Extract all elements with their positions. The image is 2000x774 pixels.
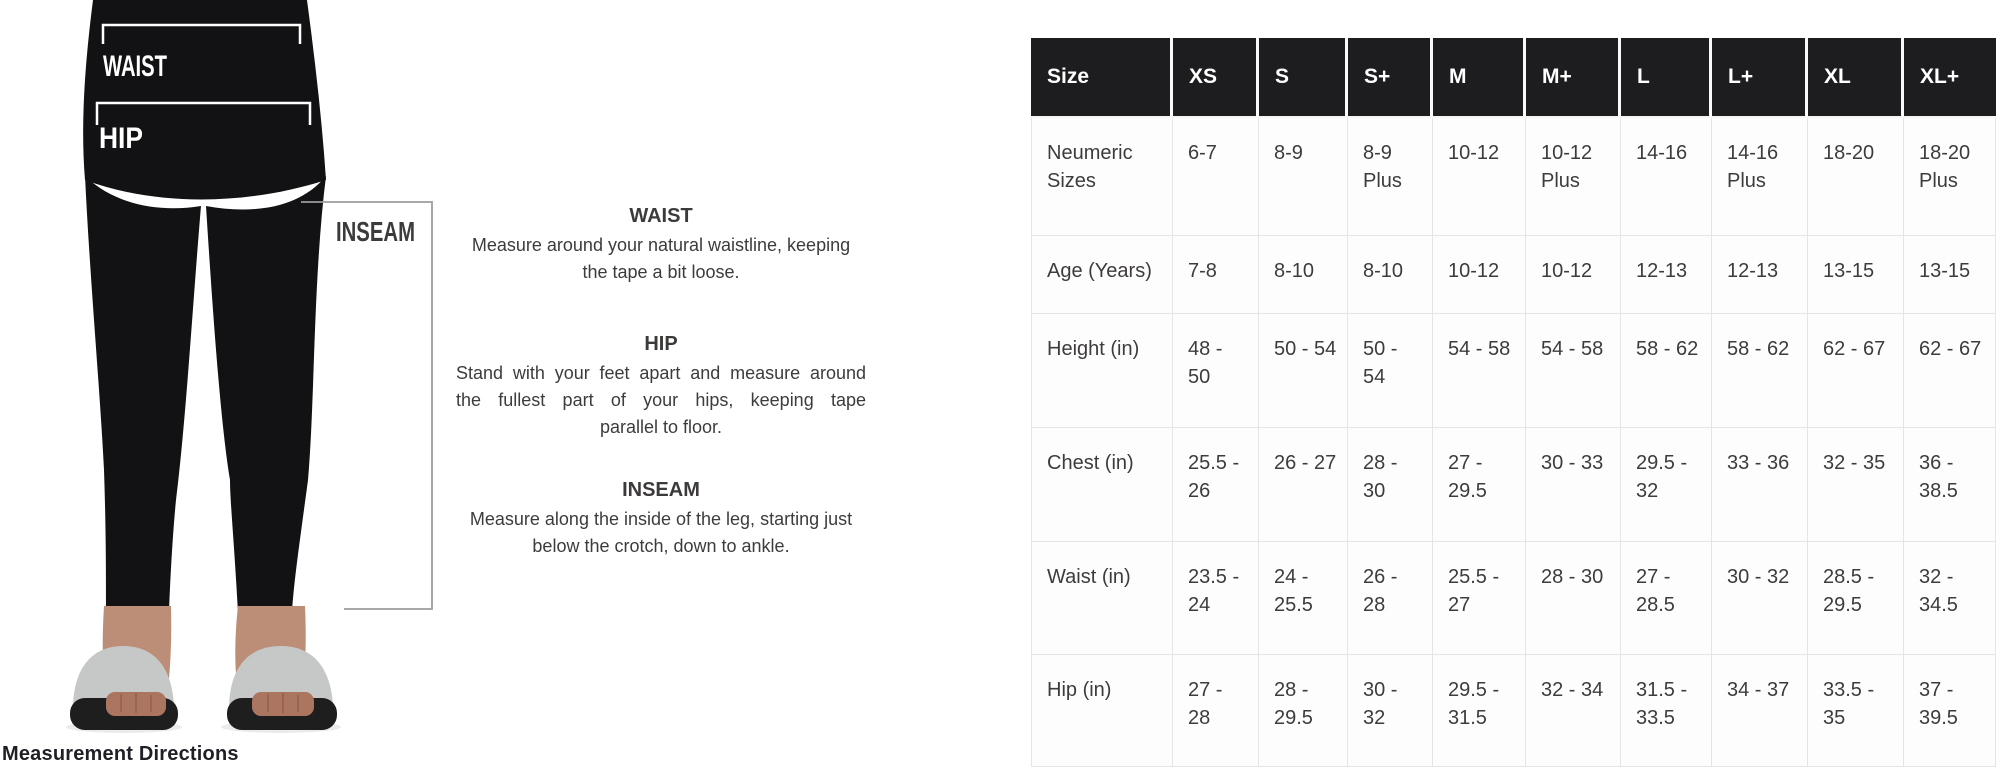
row-label: Hip (in) bbox=[1031, 655, 1173, 767]
size-cell: 10-12 bbox=[1433, 118, 1526, 236]
column-header: L bbox=[1621, 38, 1712, 118]
size-cell: 32 - 34 bbox=[1526, 655, 1621, 767]
instruction-line: Stand with your feet apart and measure around bbox=[456, 363, 866, 383]
hip-instruction-title: HIP bbox=[644, 333, 678, 355]
size-cell: 13-15 bbox=[1904, 236, 1996, 314]
waist-instruction bbox=[456, 203, 866, 286]
size-cell: 29.5 - 31.5 bbox=[1433, 655, 1526, 767]
size-cell: 27 - 28 bbox=[1173, 655, 1259, 767]
instruction-line: the fullest part of your hips, keeping tape bbox=[456, 390, 866, 410]
size-cell: 36 - 38.5 bbox=[1904, 428, 1996, 542]
size-cell: 7-8 bbox=[1173, 236, 1259, 314]
size-cell: 33 - 36 bbox=[1712, 428, 1808, 542]
size-cell: 50 - 54 bbox=[1259, 314, 1348, 428]
right-foot bbox=[221, 606, 341, 733]
inseam-bracket bbox=[301, 202, 432, 609]
instruction-line: parallel to floor. bbox=[599, 417, 723, 437]
size-cell: 10-12 Plus bbox=[1526, 118, 1621, 236]
instruction-line: Measure along the inside of the leg, starting just bbox=[469, 509, 853, 529]
table-row bbox=[1031, 655, 1996, 767]
size-cell: 10-12 bbox=[1433, 236, 1526, 314]
instruction-line: below the crotch, down to ankle. bbox=[532, 536, 790, 556]
row-label: Waist (in) bbox=[1031, 542, 1173, 655]
size-cell: 31.5 - 33.5 bbox=[1621, 655, 1712, 767]
instruction-line: Measure around your natural waistline, keeping bbox=[471, 235, 851, 255]
column-header: S+ bbox=[1348, 38, 1433, 118]
hip-instruction bbox=[456, 331, 866, 441]
size-cell: 14-16 Plus bbox=[1712, 118, 1808, 236]
size-cell: 6-7 bbox=[1173, 118, 1259, 236]
size-cell: 8-9 bbox=[1259, 118, 1348, 236]
left-foot bbox=[66, 606, 182, 733]
size-cell: 18-20 Plus bbox=[1904, 118, 1996, 236]
size-cell: 33.5 - 35 bbox=[1808, 655, 1904, 767]
size-cell: 24 - 25.5 bbox=[1259, 542, 1348, 655]
waist-bracket-label: WAIST bbox=[103, 50, 167, 83]
waist-instruction-title: WAIST bbox=[629, 205, 693, 227]
size-cell: 30 - 32 bbox=[1712, 542, 1808, 655]
size-cell: 8-10 bbox=[1259, 236, 1348, 314]
row-label: Height (in) bbox=[1031, 314, 1173, 428]
row-label: Chest (in) bbox=[1031, 428, 1173, 542]
size-chart-table bbox=[1031, 38, 1996, 767]
figure-caption: Measurement Directions bbox=[2, 743, 239, 765]
size-cell: 27 - 29.5 bbox=[1433, 428, 1526, 542]
size-cell: 30 - 32 bbox=[1348, 655, 1433, 767]
size-cell: 10-12 bbox=[1526, 236, 1621, 314]
size-cell: 26 - 27 bbox=[1259, 428, 1348, 542]
table-header-row bbox=[1031, 38, 1996, 118]
size-cell: 62 - 67 bbox=[1808, 314, 1904, 428]
size-cell: 18-20 bbox=[1808, 118, 1904, 236]
column-header: Size bbox=[1031, 38, 1173, 118]
inseam-bracket-label: INSEAM bbox=[336, 216, 415, 247]
table-row bbox=[1031, 542, 1996, 655]
column-header: XL bbox=[1808, 38, 1904, 118]
column-header: M+ bbox=[1526, 38, 1621, 118]
table-row bbox=[1031, 118, 1996, 236]
size-cell: 26 - 28 bbox=[1348, 542, 1433, 655]
size-cell: 8-9 Plus bbox=[1348, 118, 1433, 236]
size-cell: 48 - 50 bbox=[1173, 314, 1259, 428]
instruction-line: the tape a bit loose. bbox=[582, 262, 740, 282]
hip-instruction-text bbox=[456, 360, 866, 441]
size-cell: 58 - 62 bbox=[1712, 314, 1808, 428]
column-header: M bbox=[1433, 38, 1526, 118]
column-header: XL+ bbox=[1904, 38, 1996, 118]
size-cell: 8-10 bbox=[1348, 236, 1433, 314]
size-cell: 37 - 39.5 bbox=[1904, 655, 1996, 767]
size-cell: 25.5 - 26 bbox=[1173, 428, 1259, 542]
size-cell: 14-16 bbox=[1621, 118, 1712, 236]
size-cell: 28 - 30 bbox=[1526, 542, 1621, 655]
size-cell: 62 - 67 bbox=[1904, 314, 1996, 428]
size-cell: 54 - 58 bbox=[1526, 314, 1621, 428]
hip-bracket-label: HIP bbox=[99, 122, 143, 155]
column-header: XS bbox=[1173, 38, 1259, 118]
size-cell: 28 - 30 bbox=[1348, 428, 1433, 542]
inseam-instruction bbox=[456, 477, 866, 560]
table-row bbox=[1031, 236, 1996, 314]
size-cell: 58 - 62 bbox=[1621, 314, 1712, 428]
table-row bbox=[1031, 428, 1996, 542]
leggings-silhouette bbox=[83, 0, 326, 612]
size-cell: 50 - 54 bbox=[1348, 314, 1433, 428]
measurement-instructions bbox=[456, 203, 866, 560]
size-cell: 28 - 29.5 bbox=[1259, 655, 1348, 767]
size-cell: 54 - 58 bbox=[1433, 314, 1526, 428]
column-header: L+ bbox=[1712, 38, 1808, 118]
model-photo bbox=[0, 0, 460, 774]
size-cell: 27 - 28.5 bbox=[1621, 542, 1712, 655]
row-label: Age (Years) bbox=[1031, 236, 1173, 314]
size-cell: 34 - 37 bbox=[1712, 655, 1808, 767]
inseam-instruction-text bbox=[456, 506, 866, 560]
size-cell: 29.5 - 32 bbox=[1621, 428, 1712, 542]
size-cell: 28.5 - 29.5 bbox=[1808, 542, 1904, 655]
measurement-figure bbox=[0, 0, 460, 774]
size-cell: 32 - 34.5 bbox=[1904, 542, 1996, 655]
size-cell: 23.5 - 24 bbox=[1173, 542, 1259, 655]
size-cell: 25.5 - 27 bbox=[1433, 542, 1526, 655]
size-cell: 30 - 33 bbox=[1526, 428, 1621, 542]
size-cell: 13-15 bbox=[1808, 236, 1904, 314]
waist-instruction-text bbox=[456, 232, 866, 286]
inseam-instruction-title: INSEAM bbox=[622, 479, 700, 501]
size-cell: 12-13 bbox=[1621, 236, 1712, 314]
row-label: Neumeric Sizes bbox=[1031, 118, 1173, 236]
column-header: S bbox=[1259, 38, 1348, 118]
size-cell: 12-13 bbox=[1712, 236, 1808, 314]
size-cell: 32 - 35 bbox=[1808, 428, 1904, 542]
table-row bbox=[1031, 314, 1996, 428]
